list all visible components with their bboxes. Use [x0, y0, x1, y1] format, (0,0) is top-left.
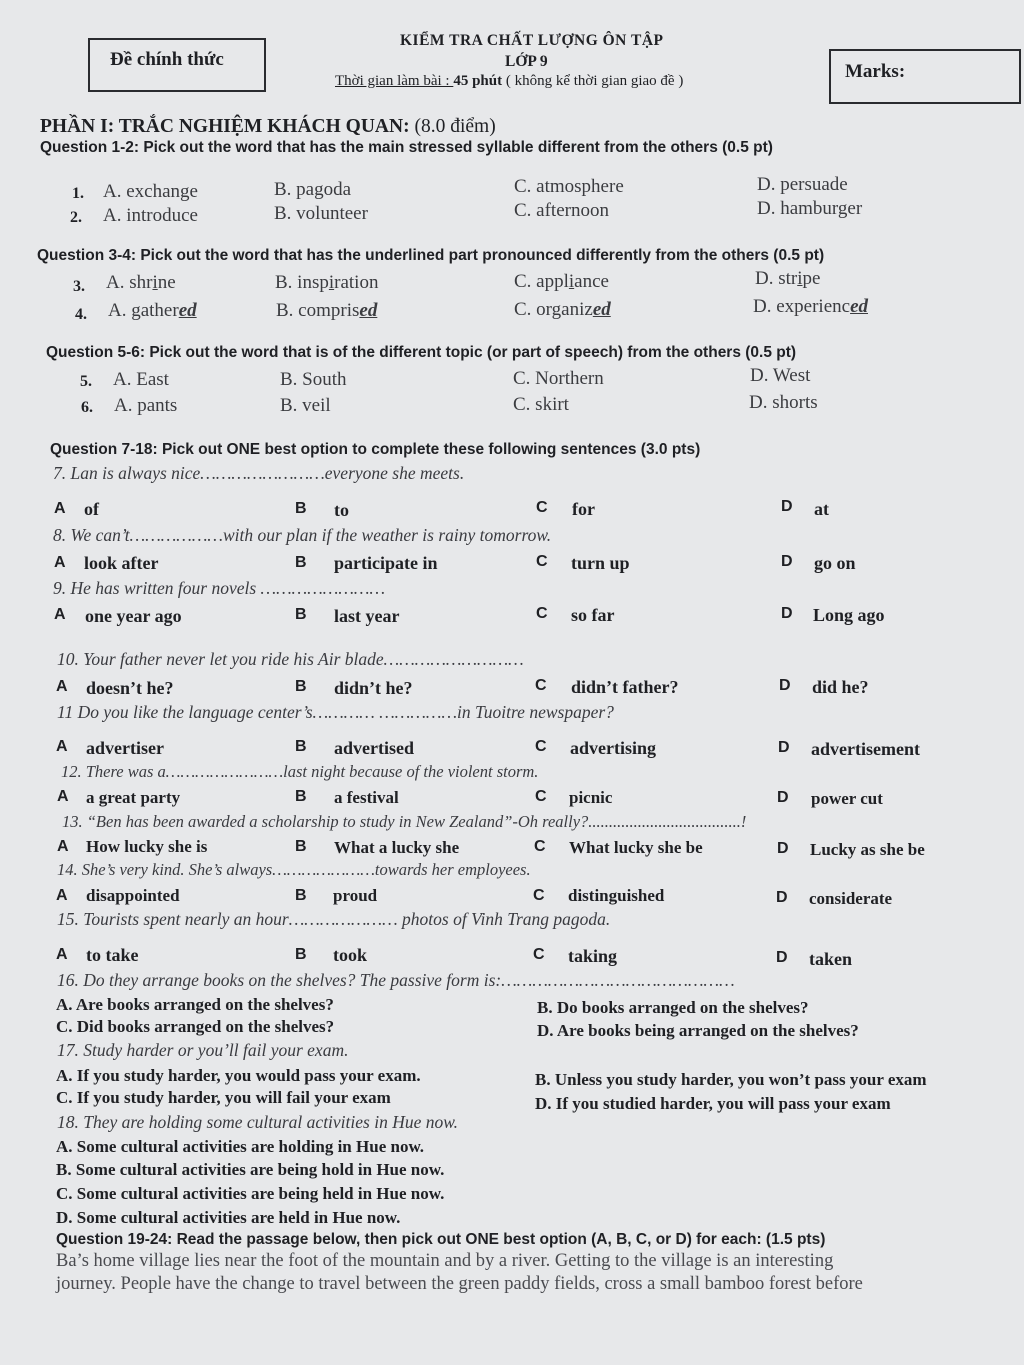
- q8-letter-a: A: [54, 554, 66, 571]
- q2-option-a[interactable]: A. introduce: [103, 205, 198, 226]
- q5-option-c[interactable]: C. Northern: [513, 368, 604, 389]
- q9-option-a[interactable]: one year ago: [85, 606, 182, 626]
- q13-letter-b: B: [295, 838, 307, 855]
- q4-number: 4.: [75, 306, 87, 323]
- time-value: 45 phút: [453, 73, 503, 89]
- q13-letter-c: C: [534, 838, 546, 855]
- q12-option-d[interactable]: power cut: [811, 789, 883, 808]
- q10-option-c[interactable]: didn’t father?: [571, 677, 679, 697]
- q4-option-b[interactable]: B. comprised: [276, 300, 378, 321]
- part1-title: PHẦN I: TRẮC NGHIỆM KHÁCH QUAN:: [40, 116, 415, 137]
- q16-option-b[interactable]: B. Do books arranged on the shelves?: [537, 998, 809, 1017]
- q3-number: 3.: [73, 278, 85, 295]
- q14-option-c[interactable]: distinguished: [568, 886, 665, 905]
- q17-stem: 17. Study harder or you’ll fail your exam.: [57, 1040, 349, 1060]
- q7-option-a[interactable]: of: [84, 499, 99, 519]
- q6-option-c[interactable]: C. skirt: [513, 394, 569, 415]
- q2-number: 2.: [70, 209, 82, 226]
- q14-letter-b: B: [295, 887, 307, 904]
- q13-option-b[interactable]: What a lucky she: [334, 838, 460, 857]
- q3-option-d[interactable]: D. stripe: [755, 268, 821, 289]
- q7-letter-b: B: [295, 500, 307, 517]
- q5-option-b[interactable]: B. South: [280, 369, 347, 390]
- q1-option-c[interactable]: C. atmosphere: [514, 176, 624, 197]
- section-2-instruction: Question 3-4: Pick out the word that has the underlined part pronounced differently from the others (0.5 pt): [37, 247, 825, 264]
- q6-option-b[interactable]: B. veil: [280, 395, 331, 416]
- q18-option-b[interactable]: B. Some cultural activities are being hold in Hue now.: [56, 1160, 445, 1179]
- q1-option-b[interactable]: B. pagoda: [274, 179, 352, 200]
- q13-option-c[interactable]: What lucky she be: [569, 838, 703, 857]
- q8-option-b[interactable]: participate in: [334, 553, 438, 573]
- q10-letter-a: A: [56, 678, 68, 695]
- q15-option-d[interactable]: taken: [809, 949, 853, 969]
- q1-number: 1.: [72, 185, 84, 202]
- q15-option-c[interactable]: taking: [568, 946, 618, 966]
- q12-option-b[interactable]: a festival: [334, 788, 399, 807]
- q3-option-c[interactable]: C. appliance: [514, 271, 609, 292]
- passage-line-1: Ba’s home village lies near the foot of the mountain and by a river. Getting to the village is an interesting: [56, 1251, 834, 1271]
- section-4-instruction: Question 7-18: Pick out ONE best option to complete these following sentences (3.0 pts): [50, 441, 701, 458]
- q9-letter-a: A: [54, 606, 66, 623]
- q13-letter-d: D: [777, 840, 789, 857]
- q17-option-d[interactable]: D. If you studied harder, you will pass your exam: [535, 1094, 891, 1113]
- q18-option-a[interactable]: A. Some cultural activities are holding in Hue now.: [56, 1137, 425, 1156]
- q13-stem: 13. “Ben has been awarded a scholarship to study in New Zealand”-Oh really?.....................................!: [62, 812, 747, 831]
- q7-option-b[interactable]: to: [334, 500, 349, 520]
- q15-letter-d: D: [776, 949, 788, 966]
- q12-letter-b: B: [295, 788, 307, 805]
- q4-option-d[interactable]: D. experienced: [753, 296, 868, 317]
- q1-option-a[interactable]: A. exchange: [103, 181, 198, 202]
- q11-letter-c: C: [535, 738, 547, 755]
- part1-points: (8.0 điểm): [414, 116, 496, 137]
- q14-option-d[interactable]: considerate: [809, 889, 893, 908]
- q4-option-a[interactable]: A. gathered: [108, 300, 197, 321]
- q10-option-d[interactable]: did he?: [812, 677, 869, 697]
- q3-option-b[interactable]: B. inspiration: [275, 272, 379, 293]
- time-note: ( không kể thời gian giao đề ): [502, 73, 684, 89]
- q11-letter-b: B: [295, 738, 307, 755]
- q10-option-b[interactable]: didn’t he?: [334, 678, 413, 698]
- q5-option-a[interactable]: A. East: [113, 369, 169, 390]
- q4-option-c[interactable]: C. organized: [514, 299, 611, 320]
- passage-line-2: journey. People have the change to travel between the green paddy fields, cross a small bamboo forest before: [56, 1274, 863, 1294]
- q16-stem: 16. Do they arrange books on the shelves? The passive form is:………………………………………: [57, 970, 735, 990]
- q11-stem: 11 Do you like the language center’s………… ……………in Tuoitre newspaper?: [57, 702, 614, 722]
- q18-stem: 18. They are holding some cultural activities in Hue now.: [57, 1112, 458, 1132]
- q13-option-a[interactable]: How lucky she is: [86, 837, 208, 856]
- q17-option-a[interactable]: A. If you study harder, you would pass your exam.: [56, 1066, 421, 1085]
- q2-option-d[interactable]: D. hamburger: [757, 198, 863, 219]
- q12-option-c[interactable]: picnic: [569, 788, 613, 807]
- q15-letter-b: B: [295, 946, 307, 963]
- q8-option-a[interactable]: look after: [84, 553, 159, 573]
- q11-option-d[interactable]: advertisement: [811, 739, 920, 759]
- q12-option-a[interactable]: a great party: [86, 788, 181, 807]
- part1-heading: [40, 116, 496, 138]
- q18-option-c[interactable]: C. Some cultural activities are being held in Hue now.: [56, 1184, 445, 1203]
- q12-letter-c: C: [535, 788, 547, 805]
- q16-option-a[interactable]: A. Are books arranged on the shelves?: [56, 995, 334, 1014]
- q17-option-b[interactable]: B. Unless you study harder, you won’t pass your exam: [535, 1070, 927, 1089]
- section-3-instruction: Question 5-6: Pick out the word that is of the different topic (or part of speech) from the others (0.5 pt): [46, 344, 797, 361]
- q7-option-c[interactable]: for: [572, 499, 595, 519]
- q12-stem: 12. There was a……………………last night because of the violent storm.: [61, 762, 539, 781]
- q12-letter-a: A: [57, 788, 69, 805]
- q6-number: 6.: [81, 399, 93, 416]
- q7-letter-a: A: [54, 500, 66, 517]
- q17-option-c[interactable]: C. If you study harder, you will fail your exam: [56, 1088, 391, 1107]
- q9-option-d[interactable]: Long ago: [813, 605, 885, 625]
- q7-stem: 7. Lan is always nice……………………everyone she meets.: [53, 463, 465, 483]
- q7-letter-c: C: [536, 499, 548, 516]
- q15-letter-a: A: [56, 946, 68, 963]
- q8-option-c[interactable]: turn up: [571, 553, 630, 573]
- q14-option-b[interactable]: proud: [333, 886, 378, 905]
- q6-option-d[interactable]: D. shorts: [749, 392, 818, 413]
- q5-option-d[interactable]: D. West: [750, 365, 811, 386]
- q1-option-d[interactable]: D. persuade: [757, 174, 848, 195]
- grade-label: LỚP 9: [505, 53, 548, 70]
- q9-letter-b: B: [295, 606, 307, 623]
- q16-option-d[interactable]: D. Are books being arranged on the shelves?: [537, 1021, 859, 1040]
- time-info: [335, 73, 683, 90]
- q2-option-b[interactable]: B. volunteer: [274, 203, 368, 224]
- q8-letter-c: C: [536, 553, 548, 570]
- q11-letter-d: D: [778, 739, 790, 756]
- section-5-instruction: Question 19-24: Read the passage below, then pick out ONE best option (A, B, C, or D) for each: (1.5 pts): [56, 1231, 826, 1248]
- official-label: Đề chính thức: [110, 49, 224, 70]
- q14-letter-a: A: [56, 887, 68, 904]
- q9-letter-c: C: [536, 605, 548, 622]
- q8-stem: 8. We can’t………………with our plan if the weather is rainy tomorrow.: [53, 525, 552, 545]
- marks-label: Marks:: [845, 61, 906, 82]
- q10-option-a[interactable]: doesn’t he?: [86, 678, 174, 698]
- q7-option-d[interactable]: at: [814, 499, 829, 519]
- q14-letter-d: D: [776, 889, 788, 906]
- q13-option-d[interactable]: Lucky as she be: [810, 840, 925, 859]
- q9-stem: 9. He has written four novels ……………………: [53, 578, 386, 598]
- q10-letter-c: C: [535, 677, 547, 694]
- q11-option-a[interactable]: advertiser: [86, 738, 164, 758]
- q15-option-b[interactable]: took: [333, 945, 368, 965]
- q15-stem: 15. Tourists spent nearly an hour………………… photos of Vinh Trang pagoda.: [57, 909, 611, 929]
- exam-title: KIỂM TRA CHẤT LƯỢNG ÔN TẬP: [400, 32, 664, 49]
- q2-option-c[interactable]: C. afternoon: [514, 200, 609, 221]
- time-prefix: Thời gian làm bài :: [335, 73, 454, 89]
- q12-letter-d: D: [777, 789, 789, 806]
- section-1-instruction: Question 1-2: Pick out the word that has the main stressed syllable different from the others (0.5 pt): [40, 139, 773, 156]
- q13-letter-a: A: [57, 838, 69, 855]
- q14-letter-c: C: [533, 887, 545, 904]
- q14-stem: 14. She’s very kind. She’s always…………………towards her employees.: [57, 860, 531, 879]
- q9-option-c[interactable]: so far: [571, 605, 615, 625]
- q8-option-d[interactable]: go on: [814, 553, 856, 573]
- q14-option-a[interactable]: disappointed: [86, 886, 180, 905]
- q10-letter-d: D: [779, 677, 791, 694]
- q15-letter-c: C: [533, 946, 545, 963]
- q10-letter-b: B: [295, 678, 307, 695]
- q18-option-d[interactable]: D. Some cultural activities are held in Hue now.: [56, 1208, 401, 1227]
- q11-letter-a: A: [56, 738, 68, 755]
- q3-option-a[interactable]: A. shrine: [106, 272, 176, 293]
- q9-letter-d: D: [781, 605, 793, 622]
- q11-option-b[interactable]: advertised: [334, 738, 414, 758]
- q10-stem: 10. Your father never let you ride his Air blade………………………: [57, 649, 524, 669]
- q8-letter-d: D: [781, 553, 793, 570]
- q6-option-a[interactable]: A. pants: [114, 395, 178, 416]
- q5-number: 5.: [80, 373, 92, 390]
- q16-option-c[interactable]: C. Did books arranged on the shelves?: [56, 1017, 335, 1036]
- q15-option-a[interactable]: to take: [86, 945, 139, 965]
- q11-option-c[interactable]: advertising: [570, 738, 657, 758]
- q8-letter-b: B: [295, 554, 307, 571]
- q7-letter-d: D: [781, 498, 793, 515]
- q9-option-b[interactable]: last year: [334, 606, 400, 626]
